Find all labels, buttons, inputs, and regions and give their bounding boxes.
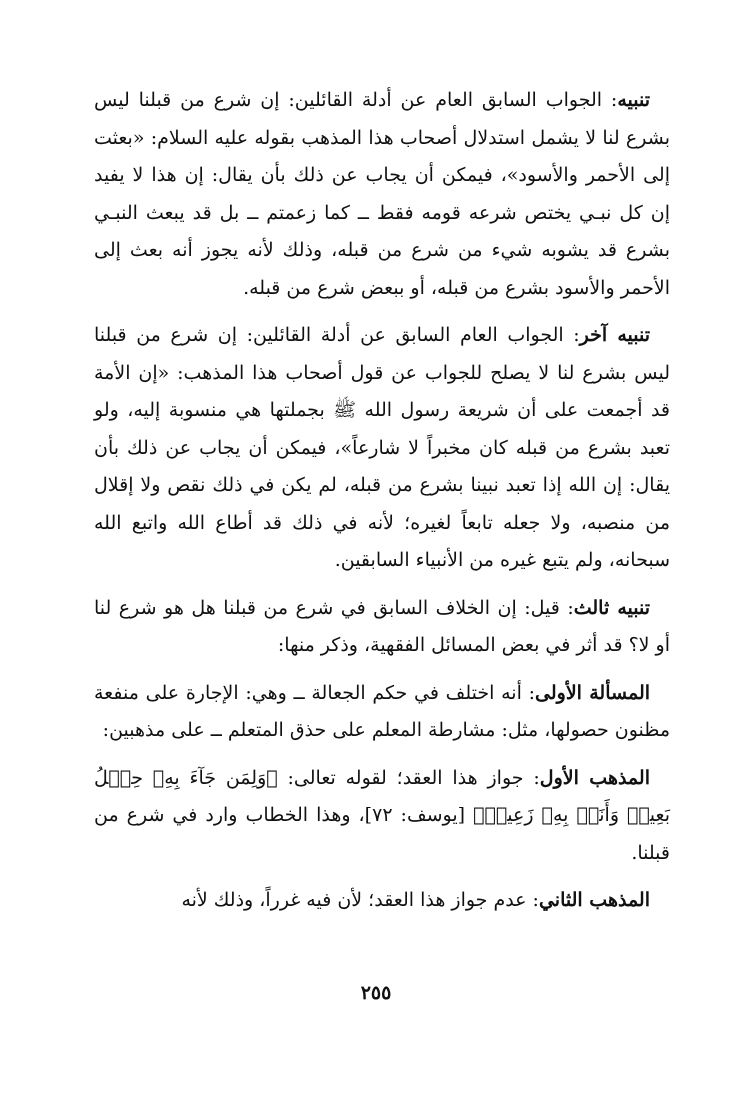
paragraph-heading: المذهب الثاني [538,889,650,911]
paragraph-text: : قيل: إن الخلاف السابق في شرع من قبلنا هل هو شرع لنا أو لا؟ قد أثر في بعض المسائل الفقهية، وذكر منها: [94,596,670,656]
page-number: ٢٥٥ [360,982,392,1004]
paragraph-school-2 [94,882,670,920]
page-body [94,82,670,930]
paragraph-text: : أنه اختلف في حكم الجعالة ــ وهي: الإجارة على منفعة مظنون حصولها، مثل: مشارطة المعلم على حذق المتعلم ــ على مذهبين: [94,681,670,741]
paragraph-text: : جواز هذا العقد؛ لقوله تعالى: ﴿وَلِمَن جَآءَ بِهِۦ حِمۡلُ بَعِيرٖ وَأَنَا۠ بِهِۦ زَعِيمٞ﴾ [يوسف: ٧٢]، وهذا الخطاب وارد في شرع من قبلنا. [94,766,670,864]
paragraph-note-2 [94,317,670,580]
paragraph-note-1 [94,82,670,307]
paragraph-heading: المسألة الأولى [535,681,651,704]
paragraph-heading: تنبيه ثالث [573,596,651,619]
paragraph-heading: تنبيه [617,89,650,111]
paragraph-issue-1 [94,675,670,750]
paragraph-text: : الجواب العام السابق عن أدلة القائلين: إن شرع من قبلنا ليس بشرع لنا لا يصلح للجواب عن قول أصحاب هذا المذهب: «إن الأمة قد أجمعت على أن شريعة رسول الله ﷺ بجملتها هي منسوبة إليه، ولو تعبد بشرع من قبله كان مخبراً لا شارعاً»، فيمكن أن يجاب عن ذلك بأن يقال: إن الله إذا تعبد نبينا بشرع من قبله، لم يكن في ذلك نقص ولا إقلال من منصبه، ولا جعله تابعاً لغيره؛ لأنه في ذلك قد أطاع الله واتبع الله سبحانه، ولم يتبع غيره من الأنبياء السابقين. [94,324,670,571]
paragraph-note-3 [94,590,670,665]
paragraph-school-1 [94,760,670,873]
paragraph-heading: المذهب الأول [539,766,650,789]
paragraph-heading: تنبيه آخر [579,324,650,346]
paragraph-text: : عدم جواز هذا العقد؛ لأن فيه غرراً، وذلك لأنه [181,889,539,911]
paragraph-text: : الجواب السابق العام عن أدلة القائلين: إن شرع من قبلنا ليس بشرع لنا لا يشمل استدلال أصحاب هذا المذهب بقوله عليه السلام: «بعثت إلى الأحمر والأسود»، فيمكن أن يجاب عن ذلك بأن يقال: إن هذا لا يفيد إن كل نبـي يختص شرعه قومه فقط ــ كما زعمتم ــ بل قد يبعث النبـي بشرع قد يشوبه شيء من شرع من قبله، وذلك لأنه يجوز أنه بعث إلى الأحمر والأسود بشرع من قبله، أو ببعض شرع من قبله. [94,89,670,299]
